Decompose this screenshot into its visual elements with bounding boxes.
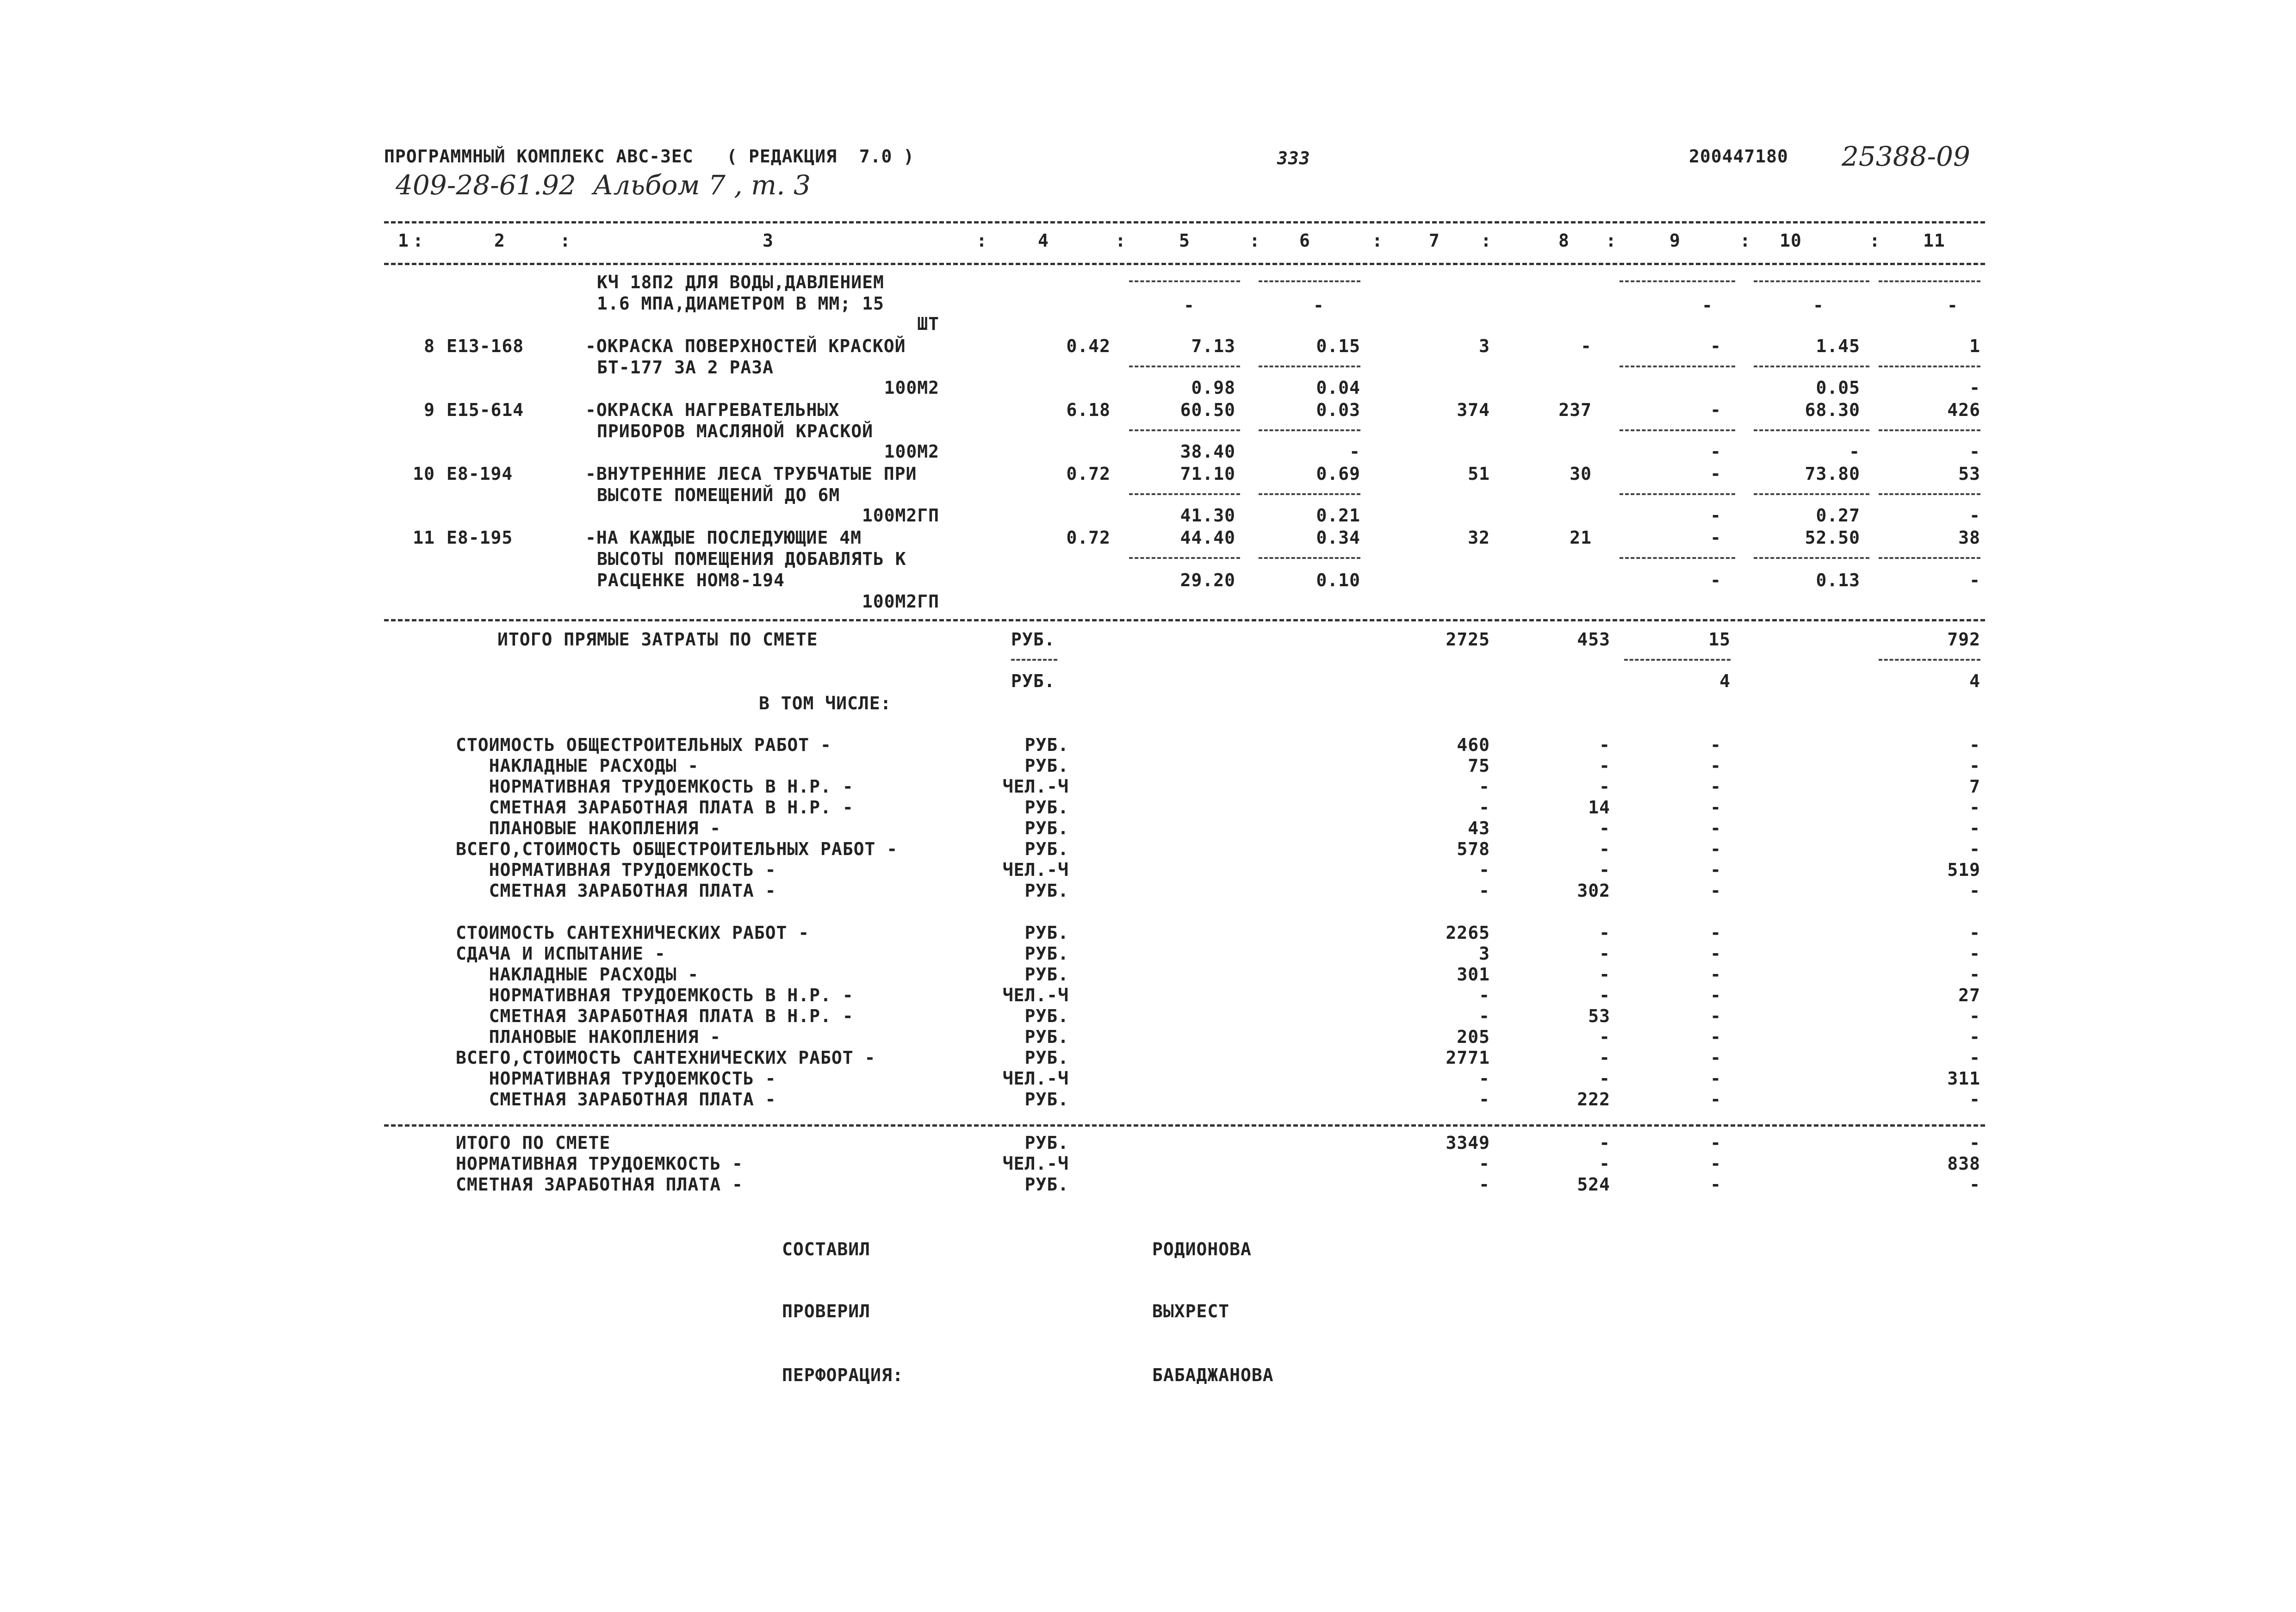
- cell-c8: -: [1581, 336, 1592, 356]
- cell-rule: [1754, 366, 1869, 367]
- summary-label: НОРМАТИВНАЯ ТРУДОЕМКОСТЬ В Н.Р. -: [456, 776, 854, 797]
- summary-c8: -: [1599, 1068, 1610, 1089]
- summary-c9: -: [1710, 818, 1721, 838]
- rate-code: Е15-614: [447, 400, 524, 420]
- summary-c11: -: [1969, 839, 1980, 859]
- cell-c5: 41.30: [1180, 505, 1235, 526]
- cell-c5: 71.10: [1180, 464, 1235, 484]
- summary-unit: РУБ.: [1024, 880, 1069, 901]
- summary-c9: -: [1710, 880, 1721, 901]
- cell-c10: 0.13: [1816, 570, 1860, 590]
- summary-unit: РУБ.: [1024, 1133, 1069, 1153]
- summary-unit: ЧЕЛ.-Ч: [1002, 860, 1069, 880]
- cell-c7: 3: [1479, 336, 1490, 356]
- cell-c9: -: [1710, 464, 1721, 484]
- cell-c11: -: [1969, 441, 1980, 462]
- including-heading: В ТОМ ЧИСЛЕ:: [759, 693, 892, 713]
- summary-unit: РУБ.: [1024, 1174, 1069, 1195]
- summary-c8: -: [1599, 818, 1610, 838]
- summary-c11: -: [1969, 1133, 1980, 1153]
- summary-c11: 311: [1947, 1068, 1980, 1089]
- summary-label: НАКЛАДНЫЕ РАСХОДЫ -: [456, 756, 699, 776]
- cell-c11: 1: [1969, 336, 1980, 356]
- col-separator: :: [1372, 230, 1383, 251]
- cell-c11: 53: [1958, 464, 1980, 484]
- summary-c11: -: [1969, 1006, 1980, 1026]
- col-separator: :: [1869, 230, 1880, 251]
- cell-rule: [1259, 280, 1360, 282]
- summary-c9: 4: [1719, 671, 1731, 691]
- page-number: 333: [1277, 148, 1310, 168]
- cell-c6: 0.34: [1316, 527, 1360, 548]
- work-description: -ВНУТРЕННИЕ ЛЕСА ТРУБЧАТЫЕ ПРИ: [585, 464, 917, 484]
- summary-c8: -: [1599, 923, 1610, 943]
- cell-rule: [1879, 493, 1980, 495]
- row-number: 10: [413, 464, 435, 484]
- summary-c9: -: [1710, 1027, 1721, 1047]
- document-code: 200447180: [1689, 146, 1788, 167]
- row-number: 8: [424, 336, 435, 356]
- work-description: -НА КАЖДЫЕ ПОСЛЕДУЮЩИЕ 4М: [585, 527, 862, 548]
- col-header-2: 2: [494, 230, 505, 251]
- summary-c8: -: [1599, 1027, 1610, 1047]
- col-header-7: 7: [1429, 230, 1440, 251]
- work-description: РАСЦЕНКЕ НОМ8-194: [597, 570, 785, 590]
- summary-unit: РУБ.: [1024, 839, 1069, 859]
- col-separator: :: [560, 230, 571, 251]
- work-unit: 100М2: [884, 441, 939, 462]
- cell-rule: [1620, 280, 1735, 282]
- cell-c7: 374: [1457, 400, 1490, 420]
- cell-rule: [1129, 280, 1240, 282]
- summary-c8: 14: [1588, 797, 1610, 818]
- cell-c10: 1.45: [1816, 336, 1860, 356]
- cell-rule: [1129, 557, 1240, 559]
- summary-label: ИТОГО ПО СМЕТЕ: [456, 1133, 611, 1153]
- cell-c5: 29.20: [1180, 570, 1235, 590]
- cell-c5: -: [1184, 295, 1195, 316]
- summary-c7: -: [1479, 860, 1490, 880]
- summary-c9: -: [1710, 839, 1721, 859]
- cell-c10: 73.80: [1805, 464, 1860, 484]
- cell-c4: 6.18: [1066, 400, 1111, 420]
- summary-c7: -: [1479, 1089, 1490, 1110]
- cell-rule: [1259, 366, 1360, 367]
- summary-c8: 524: [1577, 1174, 1610, 1195]
- cell-c8: 237: [1558, 400, 1592, 420]
- summary-c8: 53: [1588, 1006, 1610, 1026]
- work-description: КЧ 18П2 ДЛЯ ВОДЫ,ДАВЛЕНИЕМ: [597, 272, 884, 292]
- col-header-9: 9: [1669, 230, 1681, 251]
- cell-c9: -: [1710, 527, 1721, 548]
- summary-unit: РУБ.: [1011, 671, 1055, 691]
- cell-rule: [1620, 366, 1735, 367]
- cell-c11: -: [1969, 570, 1980, 590]
- summary-unit: РУБ.: [1024, 1048, 1069, 1068]
- cell-c7: 51: [1468, 464, 1490, 484]
- col-header-6: 6: [1299, 230, 1310, 251]
- cell-rule: [1754, 557, 1869, 559]
- cell-c10: 68.30: [1805, 400, 1860, 420]
- summary-c7: 2771: [1446, 1048, 1490, 1068]
- cell-c11: 426: [1947, 400, 1980, 420]
- summary-c8: -: [1599, 1153, 1610, 1174]
- cell-rule: [1754, 280, 1869, 282]
- cell-c10: 0.05: [1816, 378, 1860, 398]
- cell-c6: 0.69: [1316, 464, 1360, 484]
- summary-label: СТОИМОСТЬ ОБЩЕСТРОИТЕЛЬНЫХ РАБОТ -: [456, 735, 832, 755]
- summary-c7: -: [1479, 1068, 1490, 1089]
- rate-code: Е8-195: [447, 527, 513, 548]
- summary-c11: -: [1969, 964, 1980, 985]
- summary-unit: ЧЕЛ.-Ч: [1002, 776, 1069, 797]
- cell-c6: 0.21: [1316, 505, 1360, 526]
- work-unit: 100М2ГП: [862, 591, 939, 612]
- cell-rule: [1754, 493, 1869, 495]
- summary-c8: -: [1599, 1133, 1610, 1153]
- summary-c9: -: [1710, 756, 1721, 776]
- summary-c7: 301: [1457, 964, 1490, 985]
- summary-c8: -: [1599, 839, 1610, 859]
- summary-label: ВСЕГО,СТОИМОСТЬ САНТЕХНИЧЕСКИХ РАБОТ -: [456, 1048, 876, 1068]
- cell-c5: 0.98: [1191, 378, 1235, 398]
- summary-c11: -: [1969, 797, 1980, 818]
- summary-c7: -: [1479, 797, 1490, 818]
- cell-c11: -: [1947, 295, 1958, 316]
- col-header-4: 4: [1038, 230, 1049, 251]
- cell-c4: 0.72: [1066, 527, 1111, 548]
- cell-c4: 0.72: [1066, 464, 1111, 484]
- cell-c9: -: [1710, 441, 1721, 462]
- cell-c6: 0.03: [1316, 400, 1360, 420]
- rate-code: Е8-194: [447, 464, 513, 484]
- cell-rule: [1129, 366, 1240, 367]
- summary-label: НОРМАТИВНАЯ ТРУДОЕМКОСТЬ -: [456, 1153, 743, 1174]
- cell-c6: -: [1349, 441, 1360, 462]
- summary-unit: РУБ.: [1024, 818, 1069, 838]
- summary-c9: -: [1710, 776, 1721, 797]
- summary-label: СМЕТНАЯ ЗАРАБОТНАЯ ПЛАТА -: [456, 1089, 776, 1110]
- col-header-8: 8: [1558, 230, 1570, 251]
- summary-unit: РУБ.: [1024, 1089, 1069, 1110]
- work-unit: 100М2: [884, 378, 939, 398]
- cell-c11: 38: [1958, 527, 1980, 548]
- summary-c7: 2725: [1446, 629, 1490, 650]
- cell-rule: [1259, 557, 1360, 559]
- summary-c7: 205: [1457, 1027, 1490, 1047]
- summary-label: ВСЕГО,СТОИМОСТЬ ОБЩЕСТРОИТЕЛЬНЫХ РАБОТ -: [456, 839, 898, 859]
- work-description: -ОКРАСКА НАГРЕВАТЕЛЬНЫХ: [585, 400, 840, 420]
- summary-c7: 3: [1479, 943, 1490, 964]
- cell-rule: [1129, 493, 1240, 495]
- program-title: ПРОГРАММНЫЙ КОМПЛЕКС АВС-3ЕС ( РЕДАКЦИЯ 7.0 ): [384, 146, 915, 167]
- row-number: 9: [424, 400, 435, 420]
- summary-c8: -: [1599, 985, 1610, 1005]
- summary-c9: -: [1710, 735, 1721, 755]
- handwritten-album: 409-28-61.92 Альбом 7 , т. 3: [396, 169, 811, 201]
- summary-c9: -: [1710, 797, 1721, 818]
- summary-c11: -: [1969, 756, 1980, 776]
- cell-rule: [1879, 557, 1980, 559]
- summary-c9: -: [1710, 1089, 1721, 1110]
- summary-c8: -: [1599, 1048, 1610, 1068]
- summary-c9: 15: [1708, 629, 1731, 650]
- summary-label: СМЕТНАЯ ЗАРАБОТНАЯ ПЛАТА -: [456, 1174, 743, 1195]
- summary-label: ПЛАНОВЫЕ НАКОПЛЕНИЯ -: [456, 1027, 721, 1047]
- cell-rule: [1879, 280, 1980, 282]
- summary-c8: -: [1599, 776, 1610, 797]
- col-separator: :: [1249, 230, 1260, 251]
- summary-c8: -: [1599, 756, 1610, 776]
- summary-c8: -: [1599, 964, 1610, 985]
- cell-rule: [1624, 659, 1731, 661]
- summary-unit: РУБ.: [1024, 756, 1069, 776]
- summary-label: ПЛАНОВЫЕ НАКОПЛЕНИЯ -: [456, 818, 721, 838]
- col-header-5: 5: [1179, 230, 1190, 251]
- handwritten-code: 25388-09: [1842, 141, 1970, 172]
- work-description: -ОКРАСКА ПОВЕРХНОСТЕЙ КРАСКОЙ: [585, 336, 906, 356]
- summary-c11: -: [1969, 1089, 1980, 1110]
- cell-c9: -: [1702, 295, 1713, 316]
- summary-c7: 75: [1468, 756, 1490, 776]
- summary-c11: -: [1969, 1027, 1980, 1047]
- summary-c11: -: [1969, 735, 1980, 755]
- summary-c9: -: [1710, 860, 1721, 880]
- cell-c9: -: [1710, 570, 1721, 590]
- cell-c11: -: [1969, 378, 1980, 398]
- summary-c7: 3349: [1446, 1133, 1490, 1153]
- summary-c11: -: [1969, 1174, 1980, 1195]
- summary-label: СДАЧА И ИСПЫТАНИЕ -: [456, 943, 666, 964]
- cell-c10: -: [1813, 295, 1824, 316]
- cell-c5: 60.50: [1180, 400, 1235, 420]
- summary-c7: -: [1479, 776, 1490, 797]
- summary-c11: 7: [1969, 776, 1980, 797]
- col-separator: :: [1481, 230, 1492, 251]
- cell-rule: [1129, 429, 1240, 431]
- summary-c8: -: [1599, 943, 1610, 964]
- summary-c9: -: [1710, 1133, 1721, 1153]
- summary-c11: -: [1969, 923, 1980, 943]
- summary-unit: РУБ.: [1024, 1006, 1069, 1026]
- cell-c9: -: [1710, 505, 1721, 526]
- work-description: БТ-177 ЗА 2 РАЗА: [597, 357, 774, 378]
- summary-c11: 4: [1969, 671, 1980, 691]
- cell-c6: 0.15: [1316, 336, 1360, 356]
- cell-c6: 0.04: [1316, 378, 1360, 398]
- rate-code: Е13-168: [447, 336, 524, 356]
- cell-c10: 52.50: [1805, 527, 1860, 548]
- summary-unit: ЧЕЛ.-Ч: [1002, 1153, 1069, 1174]
- summary-label: НОРМАТИВНАЯ ТРУДОЕМКОСТЬ -: [456, 860, 776, 880]
- row-number: 11: [413, 527, 435, 548]
- summary-c7: 578: [1457, 839, 1490, 859]
- perforation-label: ПЕРФОРАЦИЯ:: [782, 1365, 904, 1385]
- cell-rule: [1879, 366, 1980, 367]
- summary-c7: 460: [1457, 735, 1490, 755]
- cell-rule: [1620, 557, 1735, 559]
- summary-c11: 27: [1958, 985, 1980, 1005]
- checked-name: ВЫХРЕСТ: [1152, 1301, 1230, 1321]
- summary-c9: -: [1710, 1153, 1721, 1174]
- composed-name: РОДИОНОВА: [1152, 1239, 1252, 1259]
- summary-label: СМЕТНАЯ ЗАРАБОТНАЯ ПЛАТА В Н.Р. -: [456, 1006, 854, 1026]
- summary-c8: 453: [1577, 629, 1610, 650]
- summary-c9: -: [1710, 1006, 1721, 1026]
- cell-c9: -: [1710, 336, 1721, 356]
- cell-rule: [1620, 429, 1735, 431]
- cell-rule: [1259, 493, 1360, 495]
- summary-label: СМЕТНАЯ ЗАРАБОТНАЯ ПЛАТА В Н.Р. -: [456, 797, 854, 818]
- col-separator: :: [1115, 230, 1126, 251]
- summary-c8: 302: [1577, 880, 1610, 901]
- cell-c11: -: [1969, 505, 1980, 526]
- cell-c7: 32: [1468, 527, 1490, 548]
- summary-c9: -: [1710, 923, 1721, 943]
- summary-c11: -: [1969, 943, 1980, 964]
- cell-rule: [1011, 659, 1057, 661]
- summary-c11: -: [1969, 880, 1980, 901]
- summary-c7: 43: [1468, 818, 1490, 838]
- summary-c11: 519: [1947, 860, 1980, 880]
- grand-total-rule: [384, 1124, 1985, 1127]
- summary-unit: РУБ.: [1024, 797, 1069, 818]
- summary-label: СТОИМОСТЬ САНТЕХНИЧЕСКИХ РАБОТ -: [456, 923, 810, 943]
- summary-unit: РУБ.: [1011, 629, 1055, 650]
- col-header-1: 1: [398, 230, 409, 251]
- cell-c5: 38.40: [1180, 441, 1235, 462]
- cell-rule: [1620, 493, 1735, 495]
- cell-c4: 0.42: [1066, 336, 1111, 356]
- summary-label: НОРМАТИВНАЯ ТРУДОЕМКОСТЬ -: [456, 1068, 776, 1089]
- cell-c10: 0.27: [1816, 505, 1860, 526]
- cell-c5: 44.40: [1180, 527, 1235, 548]
- summary-unit: ЧЕЛ.-Ч: [1002, 985, 1069, 1005]
- cell-c6: 0.10: [1316, 570, 1360, 590]
- table-top-rule: [384, 221, 1985, 223]
- col-header-3: 3: [763, 230, 774, 251]
- work-unit: ШТ: [917, 314, 939, 334]
- work-description: 1.6 МПА,ДИАМЕТРОМ В ММ; 15: [597, 293, 884, 314]
- header-bottom-rule: [384, 263, 1985, 265]
- summary-unit: РУБ.: [1024, 1027, 1069, 1047]
- cell-rule: [1259, 429, 1360, 431]
- checked-label: ПРОВЕРИЛ: [782, 1301, 871, 1321]
- cell-c8: 30: [1570, 464, 1592, 484]
- summary-c7: -: [1479, 1174, 1490, 1195]
- cell-c9: -: [1710, 400, 1721, 420]
- work-description: ПРИБОРОВ МАСЛЯНОЙ КРАСКОЙ: [597, 421, 873, 441]
- summary-unit: РУБ.: [1024, 923, 1069, 943]
- summary-c8: 222: [1577, 1089, 1610, 1110]
- summary-c8: -: [1599, 860, 1610, 880]
- summary-c9: -: [1710, 985, 1721, 1005]
- col-separator: :: [413, 230, 424, 251]
- col-separator: :: [1740, 230, 1751, 251]
- summary-c7: -: [1479, 1153, 1490, 1174]
- summary-unit: РУБ.: [1024, 964, 1069, 985]
- summary-unit: РУБ.: [1024, 943, 1069, 964]
- summary-label: НАКЛАДНЫЕ РАСХОДЫ -: [456, 964, 699, 985]
- cell-rule: [1879, 659, 1980, 661]
- cell-c10: -: [1849, 441, 1860, 462]
- cell-c6: -: [1313, 295, 1324, 316]
- cell-rule: [1754, 429, 1869, 431]
- summary-c9: -: [1710, 1174, 1721, 1195]
- summary-unit: РУБ.: [1024, 735, 1069, 755]
- summary-c9: -: [1710, 943, 1721, 964]
- summary-unit: ЧЕЛ.-Ч: [1002, 1068, 1069, 1089]
- items-bottom-rule: [384, 619, 1985, 621]
- summary-c11: 792: [1947, 629, 1980, 650]
- summary-c7: -: [1479, 985, 1490, 1005]
- summary-c11: -: [1969, 818, 1980, 838]
- col-separator: :: [976, 230, 987, 251]
- summary-c8: -: [1599, 735, 1610, 755]
- work-description: ВЫСОТЕ ПОМЕЩЕНИЙ ДО 6М: [597, 485, 840, 505]
- col-header-11: 11: [1923, 230, 1945, 251]
- summary-label: НОРМАТИВНАЯ ТРУДОЕМКОСТЬ В Н.Р. -: [456, 985, 854, 1005]
- composed-label: СОСТАВИЛ: [782, 1239, 871, 1259]
- col-header-10: 10: [1780, 230, 1802, 251]
- summary-c9: -: [1710, 1068, 1721, 1089]
- summary-label: ИТОГО ПРЯМЫЕ ЗАТРАТЫ ПО СМЕТЕ: [497, 629, 818, 650]
- summary-c11: -: [1969, 1048, 1980, 1068]
- summary-c7: -: [1479, 880, 1490, 901]
- cell-rule: [1879, 429, 1980, 431]
- summary-label: СМЕТНАЯ ЗАРАБОТНАЯ ПЛАТА -: [456, 880, 776, 901]
- cell-c5: 7.13: [1191, 336, 1235, 356]
- cell-c8: 21: [1570, 527, 1592, 548]
- work-description: ВЫСОТЫ ПОМЕЩЕНИЯ ДОБАВЛЯТЬ К: [597, 549, 906, 569]
- summary-c7: -: [1479, 1006, 1490, 1026]
- summary-c11: 838: [1947, 1153, 1980, 1174]
- col-separator: :: [1606, 230, 1617, 251]
- summary-c7: 2265: [1446, 923, 1490, 943]
- summary-c9: -: [1710, 964, 1721, 985]
- summary-c9: -: [1710, 1048, 1721, 1068]
- work-unit: 100М2ГП: [862, 505, 939, 526]
- perforation-name: БАБАДЖАНОВА: [1152, 1365, 1274, 1385]
